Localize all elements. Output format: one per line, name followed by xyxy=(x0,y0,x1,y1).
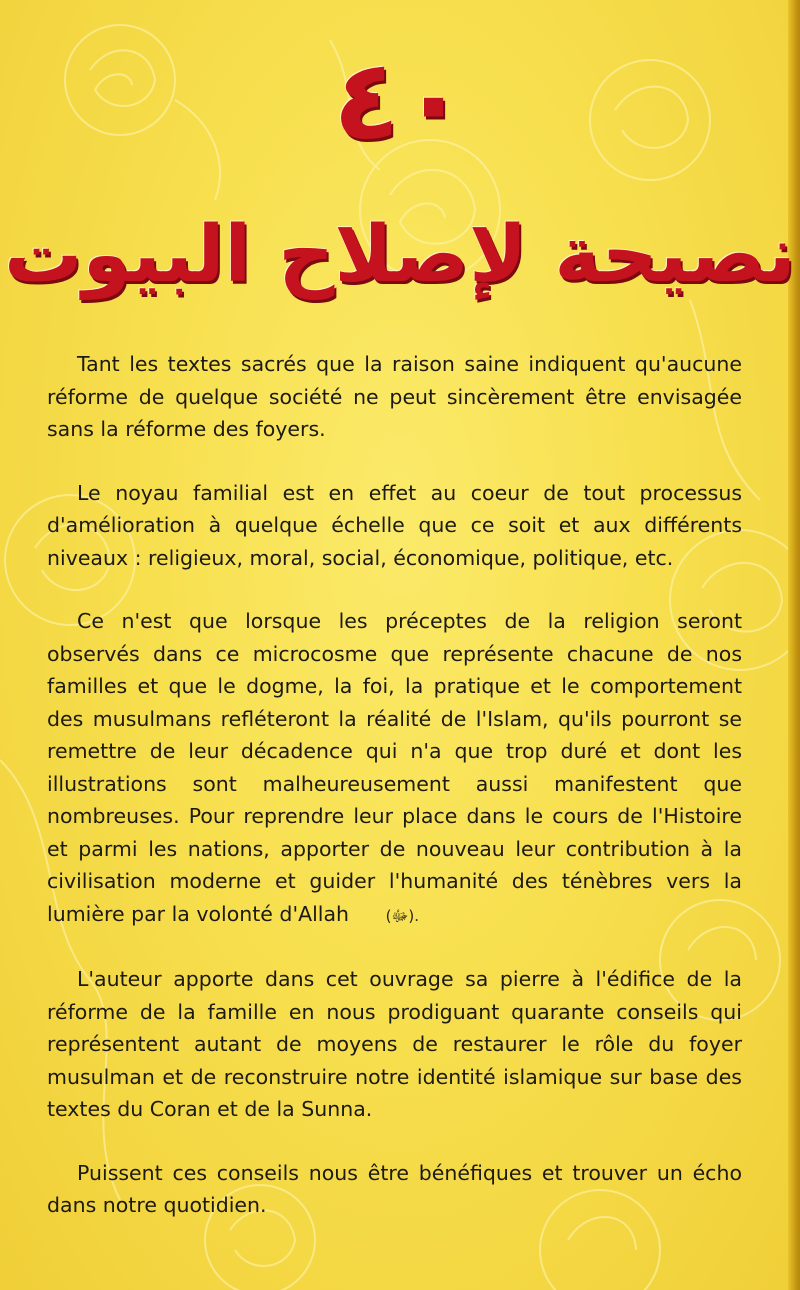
back-cover-text xyxy=(47,348,742,1253)
title-number: ٤٠ xyxy=(332,36,468,164)
paragraph-5: Puissent ces conseils nous être bénéfiques et trouver un écho dans notre quotidien. xyxy=(47,1160,742,1217)
title-arabic: نصيحة لإصلاح البيوت xyxy=(4,210,796,300)
cover-title xyxy=(0,36,800,310)
paragraph-3-text: Ce n'est que lorsque les préceptes de la religion seront observés dans ce microcosme que représente chacune de nos familles et que le dogme, la foi, la pratique et le comportement des musulmans refléteront la réalité de l'Islam, qu'ils pourront se remettre de leur décadence qui n'a que trop duré et dont les illustrations sont malheureusement aussi manifestent que nombreuses. Pour reprendre leur place dans le cours de l'Histoire et parmi les nations, apporter de nouveau leur contribution à la civilisation moderne et guider l'humanité des ténèbres vers la lumière par la volonté d'Allah xyxy=(47,609,742,926)
paragraph-2: Le noyau familial est en effet au coeur de tout processus d'amélioration à quelque échelle que ce soit et aux différents niveaux : religieux, moral, social, économique, politique, etc. xyxy=(47,480,742,570)
paragraph-3 xyxy=(47,605,742,932)
allah-honorific-icon: (ﷻ). xyxy=(385,906,420,925)
paragraph-4: L'auteur apporte dans cet ouvrage sa pierre à l'édifice de la réforme de la famille en nous prodiguant quarante conseils qui représentent autant de moyens de restaurer le rôle du foyer musulman et de reconstruire notre identité islamique sur base des textes du Coran et de la Sunna. xyxy=(47,967,742,1121)
paragraph-1: Tant les textes sacrés que la raison saine indiquent qu'aucune réforme de quelque société ne peut sincèrement être envisagée sans la réforme des foyers. xyxy=(47,352,742,441)
